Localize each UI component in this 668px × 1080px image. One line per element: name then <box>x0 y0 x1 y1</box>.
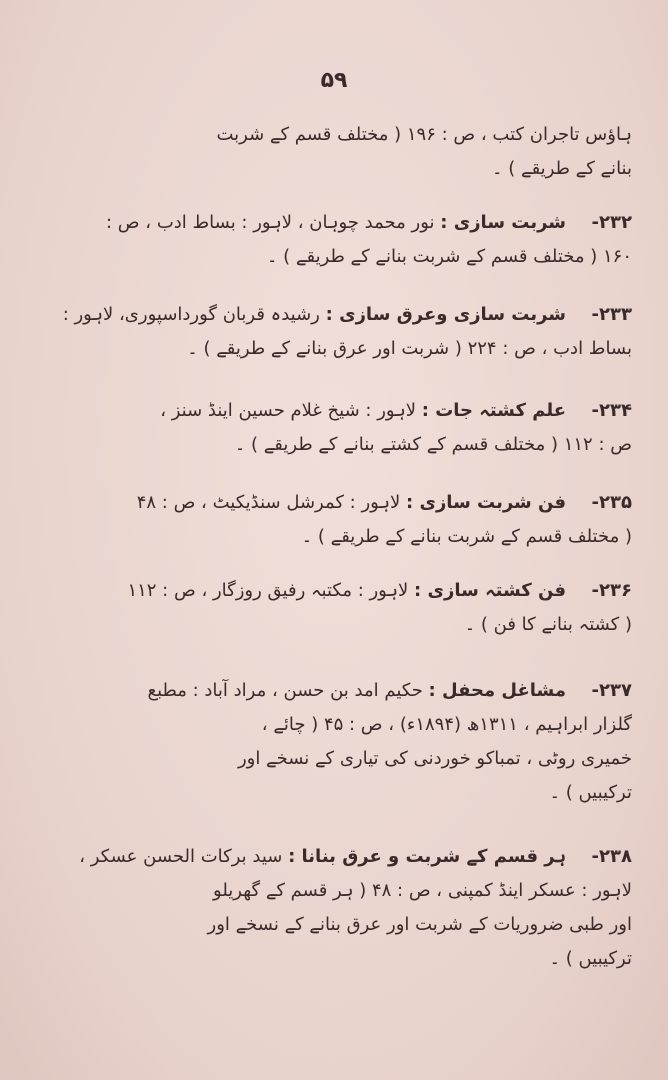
entry-text: لاہور : شیخ غلام حسین اینڈ سنز ، <box>160 400 422 421</box>
entry-title: ہر قسم کے شربت و عرق بنانا : <box>288 846 566 867</box>
entry-line: ص : ۱۱۲ ( مختلف قسم کے کشتے بنانے کے طریقے ) ۔ <box>234 434 632 455</box>
entry-text: سید برکات الحسن عسکر ، <box>79 846 289 867</box>
bibliography-entry-237 <box>40 674 632 810</box>
bibliography-entry-236 <box>40 574 632 642</box>
entry-line: بنانے کے طریقے ) ۔ <box>492 158 632 179</box>
entry-line: ترکیبیں ) ۔ <box>549 948 632 969</box>
entry-text: رشیدہ قربان گورداسپوری، لاہور : <box>62 304 326 325</box>
entry-text: لاہور : کمرشل سنڈیکیٹ ، ص : ۴۸ <box>136 492 406 513</box>
entry-line: ( کشتہ بنانے کا فن ) ۔ <box>464 614 632 635</box>
entry-line: ( مختلف قسم کے شربت بنانے کے طریقے ) ۔ <box>301 526 632 547</box>
bibliography-entry-233 <box>40 298 632 366</box>
entry-title: مشاغل محفل : <box>428 680 566 701</box>
entry-number: ۲۳۲- <box>591 212 632 233</box>
entry-line: ۱۶۰ ( مختلف قسم کے شربت بنانے کے طریقے ) ۔ <box>266 246 632 267</box>
bibliography-entry-234 <box>40 394 632 462</box>
bibliography-entry-continuation <box>40 118 632 186</box>
entry-number: ۲۳۴- <box>591 400 632 421</box>
entry-line: لاہور : عسکر اینڈ کمپنی ، ص : ۴۸ ( ہر قسم کے گھریلو <box>213 880 632 901</box>
entry-title: شربت سازی : <box>440 212 566 233</box>
entry-text: نور محمد چوہان ، لاہور : بساط ادب ، ص : <box>106 212 441 233</box>
bibliography-list <box>40 0 632 1080</box>
entry-line: ہاؤس تاجران کتب ، ص : ۱۹۶ ( مختلف قسم کے شربت <box>216 124 632 145</box>
entry-title: فن شربت سازی : <box>405 492 566 513</box>
entry-line: خمیری روٹی ، تمباکو خوردنی کی تیاری کے نسخے اور <box>237 748 632 769</box>
entry-text: حکیم امد بن حسن ، مراد آباد : مطبع <box>147 680 429 701</box>
entry-number: ۲۳۶- <box>591 580 632 601</box>
entry-number: ۲۳۵- <box>591 492 632 513</box>
entry-number: ۲۳۷- <box>591 680 632 701</box>
bibliography-entry-235 <box>40 486 632 554</box>
entry-line: گلزار ابراہیم ، ۱۳۱۱ھ (۱۸۹۴ء) ، ص : ۴۵ ( چائے ، <box>261 714 632 735</box>
bibliography-entry-232 <box>40 206 632 274</box>
page-number: ۵۹ <box>320 68 348 93</box>
entry-number: ۲۳۸- <box>591 846 632 867</box>
entry-title: علم کشتہ جات : <box>421 400 566 421</box>
entry-line: اور طبی ضروریات کے شربت اور عرق بنانے کے نسخے اور <box>207 914 632 935</box>
entry-text: لاہور : مکتبہ رفیق روزگار ، ص : ۱۱۲ <box>127 580 415 601</box>
entry-title: فن کشتہ سازی : <box>414 580 566 601</box>
bibliography-entry-238 <box>40 840 632 976</box>
entry-title: شربت سازی وعرق سازی : <box>325 304 566 325</box>
entry-line: ترکیبیں ) ۔ <box>549 782 632 803</box>
entry-number: ۲۳۳- <box>591 304 632 325</box>
entry-line: بساط ادب ، ص : ۲۲۴ ( شربت اور عرق بنانے کے طریقے ) ۔ <box>187 338 632 359</box>
